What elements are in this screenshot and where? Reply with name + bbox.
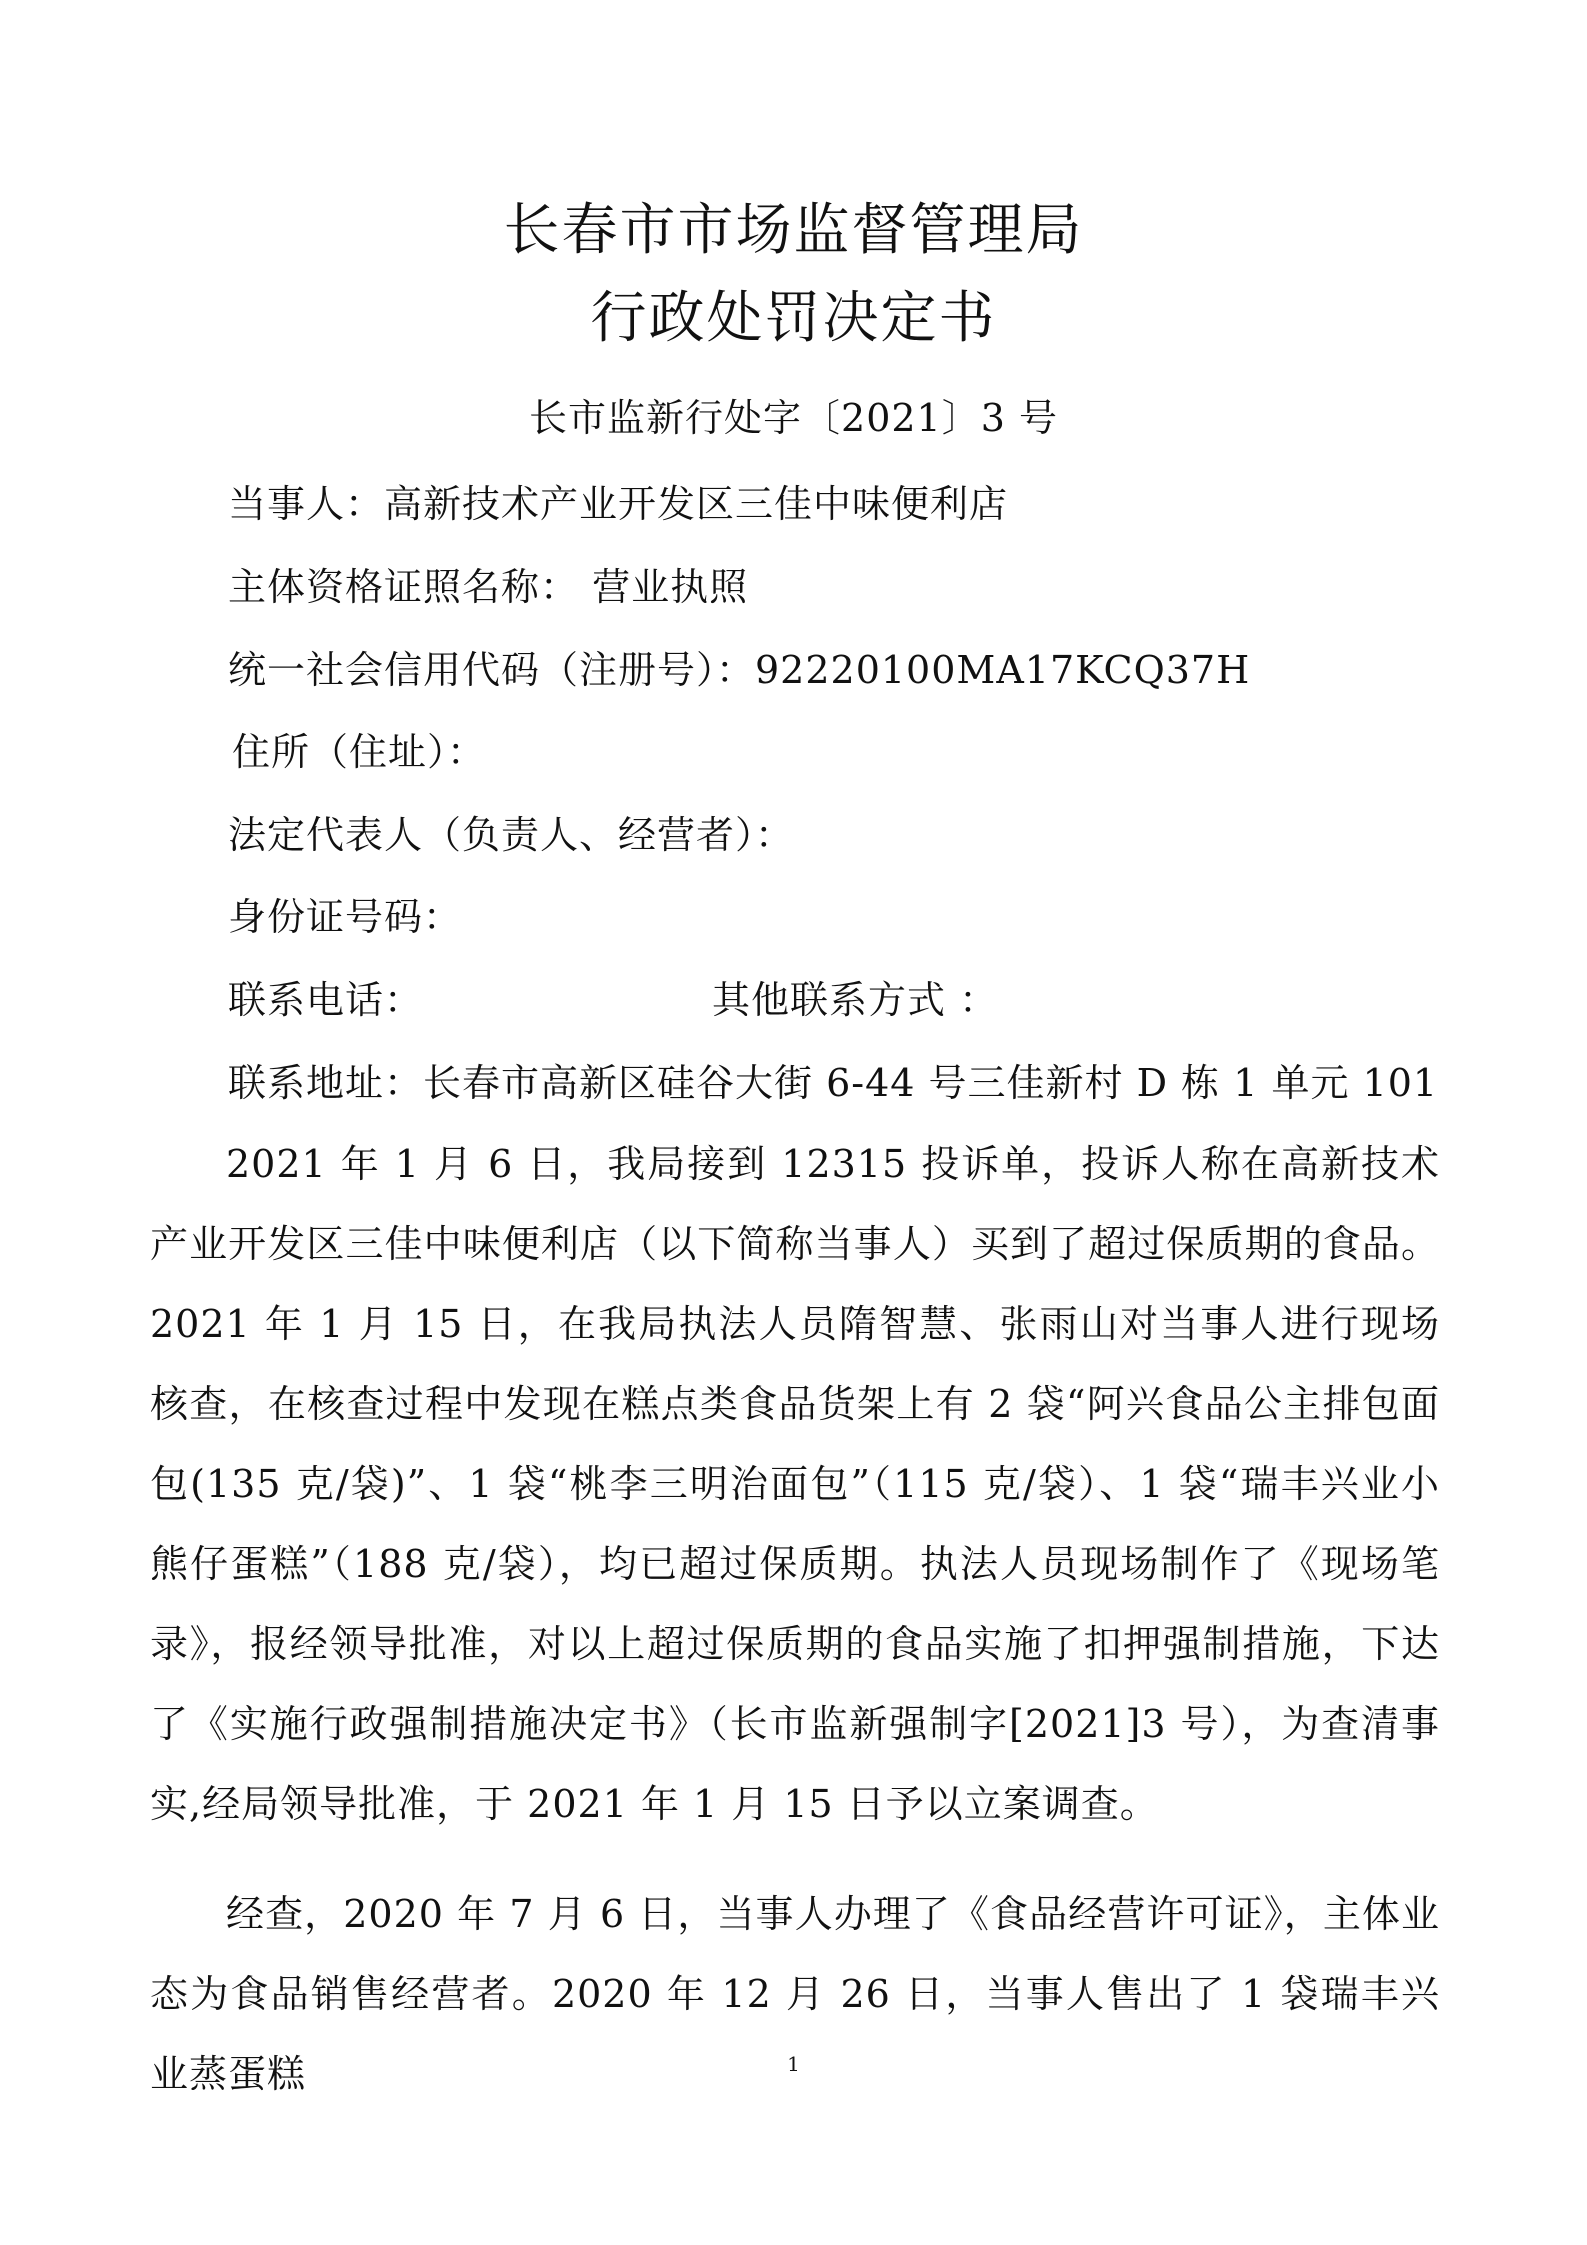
party-field: 当事人：高新技术产业开发区三佳中味便利店 <box>228 482 1009 526</box>
legal-representative-field: 法定代表人（负责人、经营者）： <box>228 813 795 857</box>
document-number: 长市监新行处字〔2021〕3 号 <box>529 396 1058 440</box>
body-paragraph: 2021 年 1 月 6 日，我局接到 12315 投诉单，投诉人称在高新技术产业开发区三佳中味便利店（以下简称当事人）买到了超过保质期的食品。2021 年 1 月 15 日，在我局执法人员隋智慧、张雨山对当事人进行现场核查，在核查过程中发现在糕点类食品货架上有 2 袋“阿兴食品公主排包面包(135 克/袋)”、1 袋“桃李三明治面包”（115 克/袋）、1 袋“瑞丰兴业小熊仔蛋糕”（188 克/袋），均已超过保质期。执法人员现场制作了《现场笔录》，报经领导批准，对以上超过保质期的食品实施了扣押强制措施，下达了《实施行政强制措施决定书》（长市监新强制字[2021]3 号），为查清事实,经局领导批准，于 2021 年 1 月 15 日予以立案调查。 <box>150 1142 1440 1826</box>
phone-field: 联系电话： <box>228 978 424 1022</box>
contact-address-field: 联系地址：长春市高新区硅谷大街 6-44 号三佳新村 D 栋 1 单元 101 <box>228 1061 1439 1105</box>
address-field: 住所（住址）： <box>232 730 487 774</box>
page-number: 1 <box>787 2052 800 2076</box>
id-number-field: 身份证号码： <box>228 895 463 939</box>
credit-code-field: 统一社会信用代码（注册号）：92220100MA17KCQ37H <box>228 648 1251 692</box>
body-paragraph: 经查，2020 年 7 月 6 日，当事人办理了《食品经营许可证》，主体业态为食品销售经营者。2020 年 12 月 26 日，当事人售出了 1 袋瑞丰兴业蒸蛋糕 <box>150 1892 1440 2096</box>
other-contact-field: 其他联系方式 ： <box>712 978 999 1022</box>
license-name-field: 主体资格证照名称： 营业执照 <box>228 565 749 609</box>
document-title: 行政处罚决定书 <box>590 286 997 351</box>
authority-title: 长春市市场监督管理局 <box>503 198 1084 263</box>
